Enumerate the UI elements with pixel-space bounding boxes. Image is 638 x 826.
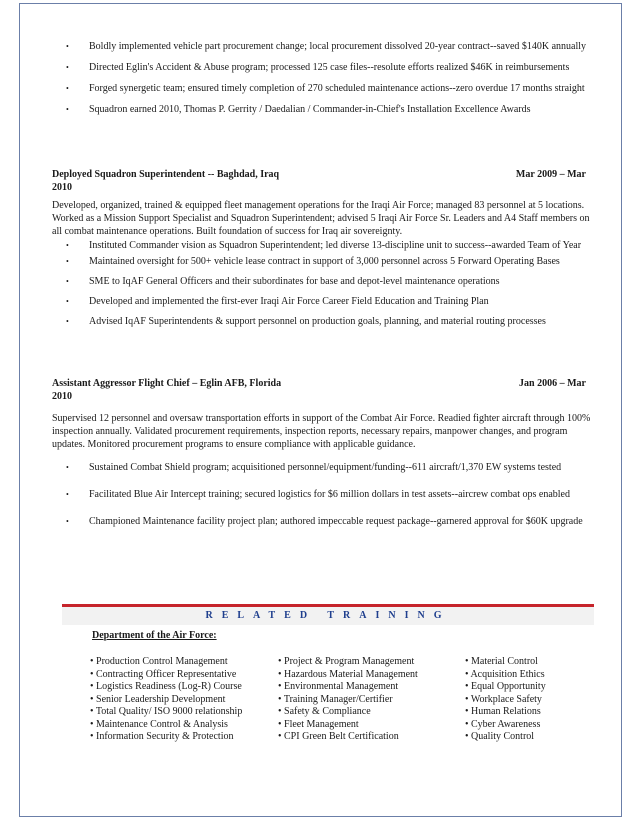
achievements-section: [52, 40, 592, 116]
list-item: • CPI Green Belt Certification: [278, 731, 399, 742]
list-item: • Safety & Compliance: [278, 706, 371, 717]
list-item: • Total Quality/ ISO 9000 relationship: [90, 706, 243, 717]
training-column-3: [465, 656, 546, 744]
list-item: • Championed Maintenance facility project plan; authored impeccable request package--garnered approval for $60K upgrade: [52, 515, 592, 528]
list-item: • Maintained oversight for 500+ vehicle lease contract in support of 3,000 personnel across 5 Forward Operating Bases: [52, 255, 592, 268]
list-item: • Advised IqAF Superintendents & support personnel on production goals, planning, and material routing processes: [52, 315, 592, 328]
training-column-1: [90, 656, 242, 744]
department-heading: Department of the Air Force:: [92, 630, 217, 641]
list-item: • Sustained Combat Shield program; acquisitioned personnel/equipment/funding--611 aircraft/1,370 EW systems tested: [52, 461, 592, 474]
list-item: • Hazardous Material Management: [278, 668, 418, 680]
job-summary: Supervised 12 personnel and oversaw transportation efforts in support of the Combat Air Force. Readied fighter aircraft through 100% inspection annually. Validated procurement requirements, inspection reports, necessary repairs, manpower changes, and program updates. Monitored procurement programs to ensure compliance with applicable guidance.: [52, 413, 591, 450]
list-item: • Human Relations: [465, 706, 541, 717]
job-heading: [52, 377, 592, 403]
list-item: • Developed and implemented the first-ever Iraqi Air Force Career Field Education and Training Plan: [52, 295, 592, 308]
list-item: • Forged synergetic team; ensured timely completion of 270 scheduled maintenance actions--zero overdue 17 months straight: [52, 82, 592, 95]
list-item: • Maintenance Control & Analysis: [90, 718, 228, 730]
list-item: • Boldly implemented vehicle part procurement change; local procurement dissolved 20-year contract--saved $140K annually: [52, 40, 592, 53]
list-item: • Training Manager/Certifier: [278, 693, 393, 705]
list-item: • Project & Program Management: [278, 656, 415, 667]
list-item: • Contracting Officer Representative: [90, 668, 237, 680]
list-item: • Equal Opportunity: [465, 681, 546, 692]
job-heading: [52, 168, 592, 194]
list-item: • Production Control Management: [90, 656, 228, 667]
list-item: • Information Security & Protection: [90, 731, 234, 742]
training-heading: RELATED TRAINING: [62, 607, 594, 625]
list-item: • Logistics Readiness (Log-R) Course: [90, 681, 242, 692]
list-item: • Squadron earned 2010, Thomas P. Gerrity / Daedalian / Commander-in-Chief's Installation Excellence Awards: [52, 103, 592, 116]
list-item: • Quality Control: [465, 731, 535, 742]
list-item: • Cyber Awareness: [465, 718, 541, 730]
job-eglin: [52, 377, 592, 528]
list-item: • Directed Eglin's Accident & Abuse program; processed 125 case files--resolute efforts realized $46K in reimbursements: [52, 61, 592, 74]
job-dates: Mar 2009 – Mar: [508, 168, 586, 181]
list-item: • SME to IqAF General Officers and their subordinates for base and depot-level maintenance operations: [52, 275, 592, 288]
list-item: • Facilitated Blue Air Intercept training; secured logistics for $6 million dollars in test assets--aircrew combat ops enabled: [52, 488, 592, 501]
list-item: • Workplace Safety: [465, 693, 542, 705]
list-item: • Material Control: [465, 656, 538, 667]
job-title: Assistant Aggressor Flight Chief – Eglin AFB, Florida: [52, 378, 282, 389]
list-item: • Instituted Commander vision as Squadron Superintendent; led diverse 13-discipline unit to success--awarded Team of Year: [52, 239, 592, 252]
job-end-year: 2010: [52, 182, 72, 193]
job-baghdad: [52, 168, 592, 328]
list-item: • Fleet Management: [278, 718, 359, 730]
job-title: Deployed Squadron Superintendent -- Baghdad, Iraq: [52, 169, 280, 180]
list-item: • Acquisition Ethics: [465, 668, 545, 680]
achievements-list: [52, 40, 592, 116]
job-bullets: [52, 239, 592, 328]
job-bullets: [52, 461, 592, 528]
list-item: • Environmental Management: [278, 681, 399, 692]
job-end-year: 2010: [52, 391, 72, 402]
list-item: • Senior Leadership Development: [90, 693, 226, 705]
job-summary: Developed, organized, trained & equipped fleet management operations for the Iraqi Air Force; managed 83 personnel at 5 locations. Worked as a Mission Support Specialist and Squadron Superintendent; advised 5 Iraqi Air Force Sr. Leaders and A4 Staff members on all combat maintenance operations. Built foundation of success for Iraq air sovereignty.: [52, 200, 590, 237]
job-dates: Jan 2006 – Mar: [511, 377, 586, 390]
training-column-2: [278, 656, 418, 744]
